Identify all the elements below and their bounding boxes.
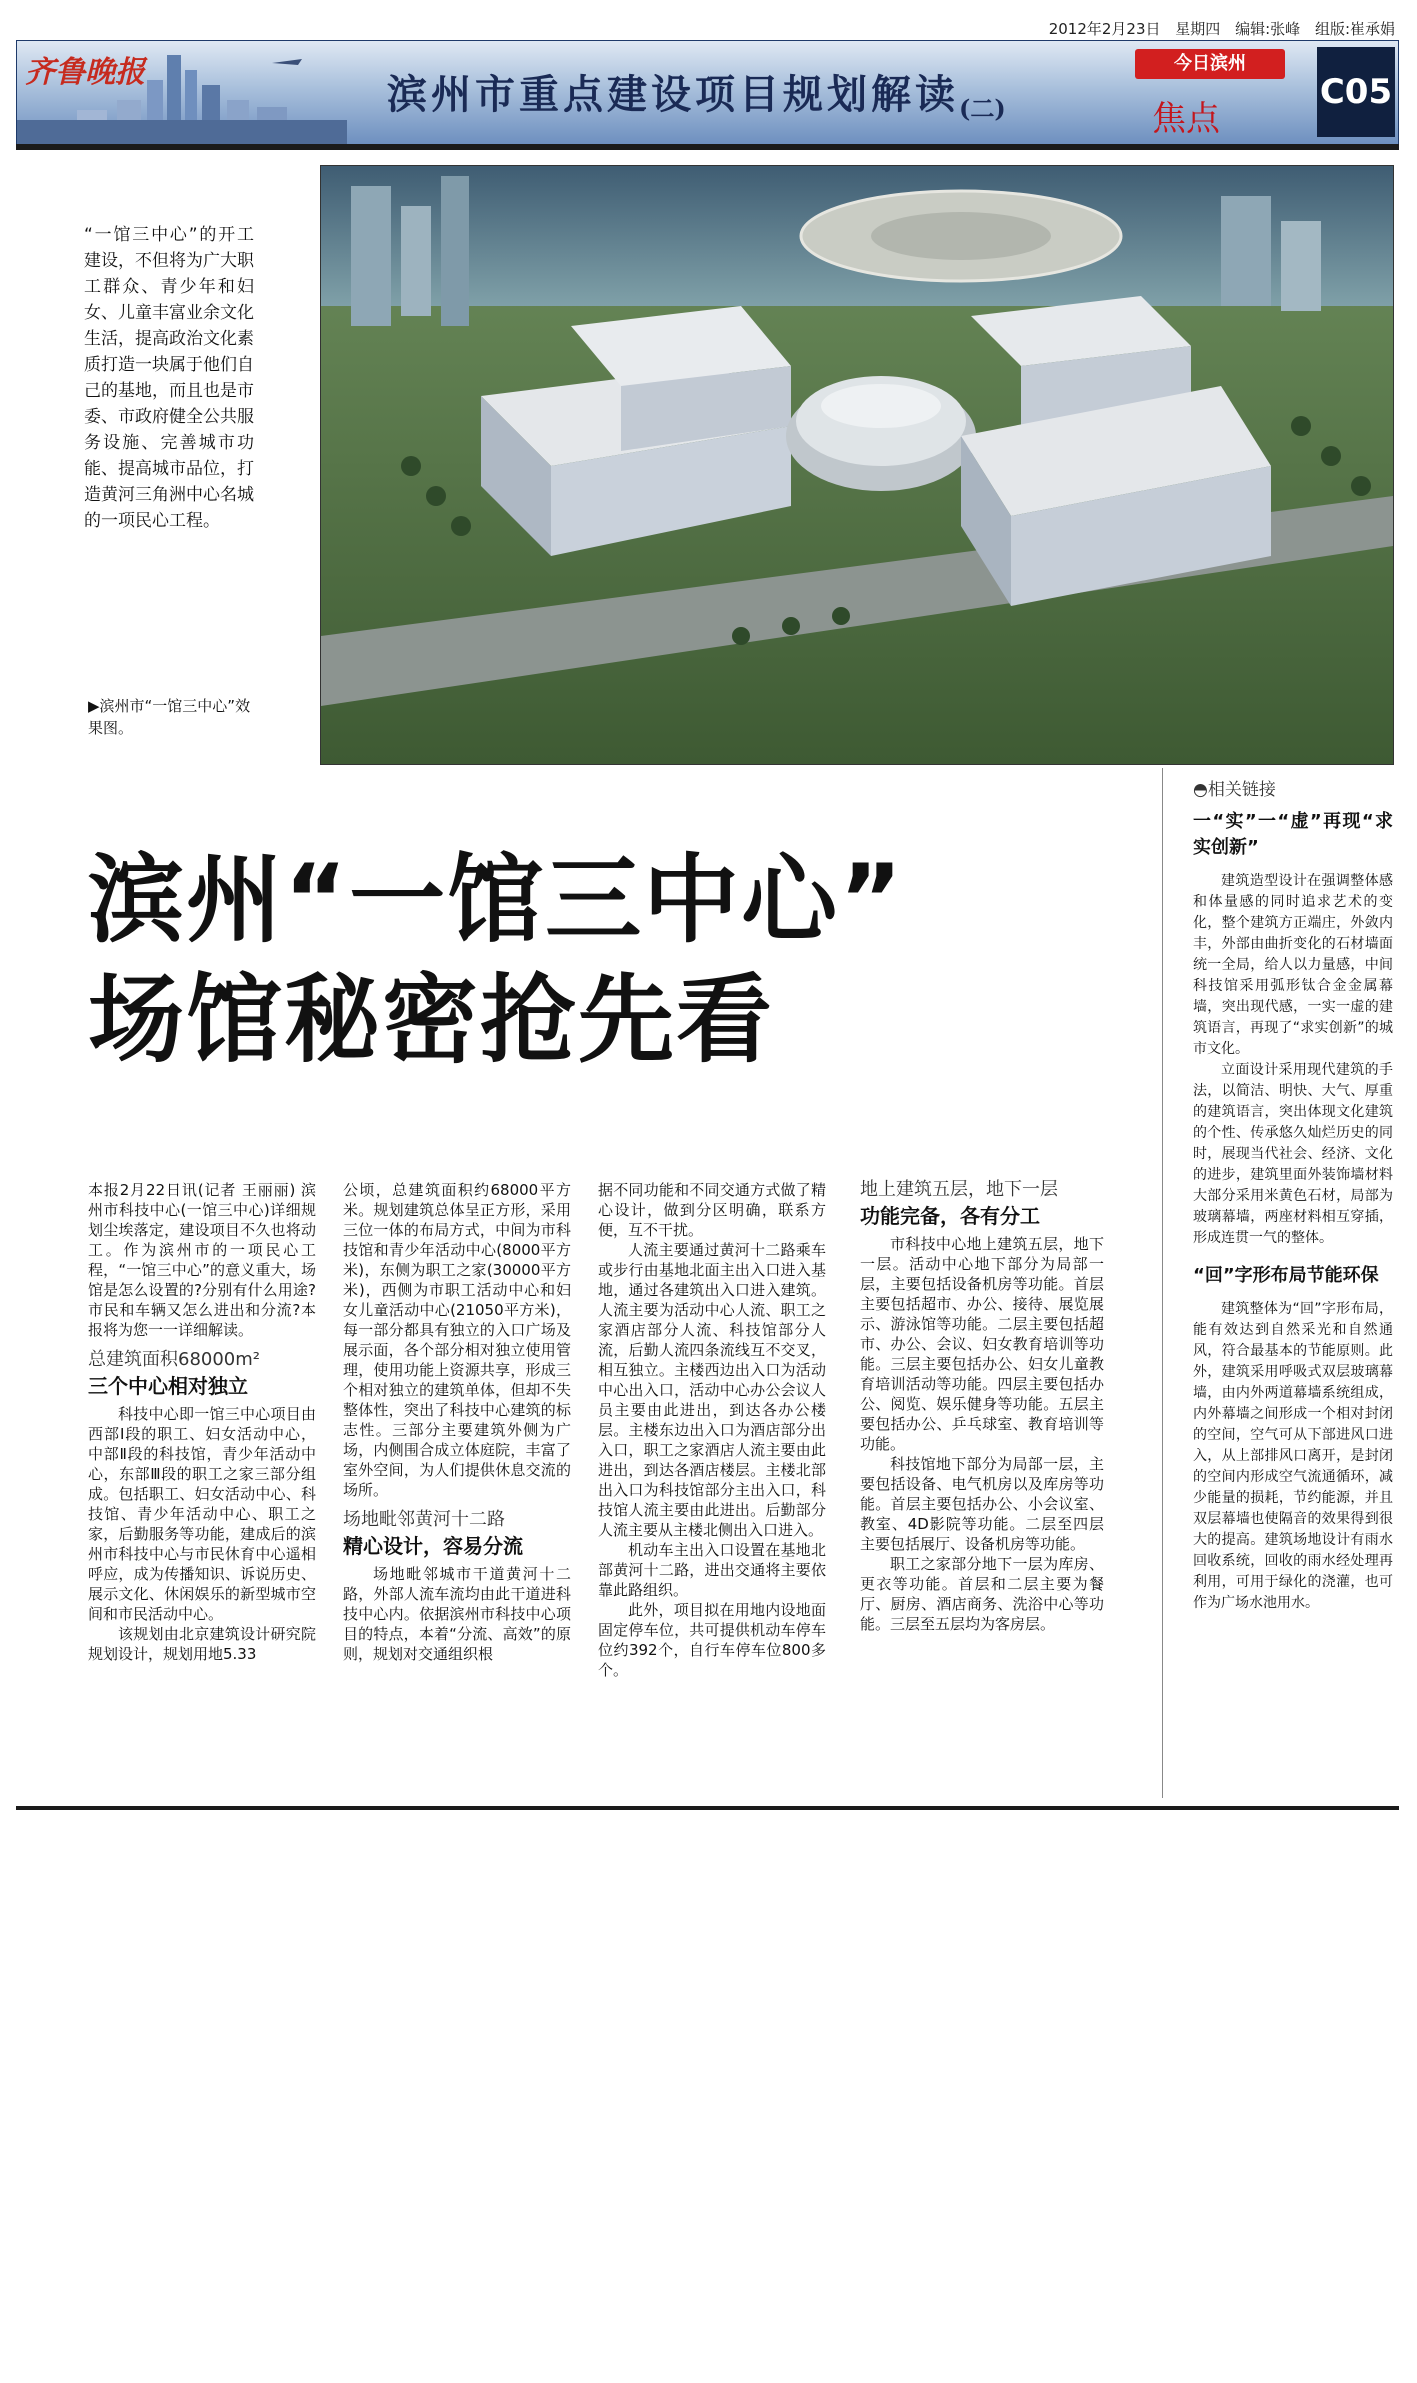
- banner-title-part: (二): [959, 94, 1006, 123]
- paragraph: 机动车主出入口设置在基地北部黄河十二路，进出交通将主要依靠此路组织。: [598, 1541, 826, 1599]
- building-rendering-photo: [320, 165, 1394, 765]
- newspaper-logo: 齐鲁晚报: [25, 55, 145, 90]
- paragraph: 职工之家部分地下一层为库房、更衣等功能。首层和二层主要为餐厅、厨房、酒店商务、洗浴中心等功能。三层至五层均为客房层。: [860, 1555, 1104, 1633]
- banner-rule: [16, 144, 1399, 150]
- sidebar-paragraph: 立面设计采用现代建筑的手法，以简洁、明快、大气、厚重的建筑语言，突出体现文化建筑的个性、传承悠久灿烂历史的同时，展现当代社会、经济、文化的进步，建筑里面外装饰墙材料大部分采用米黄色石材，局部为玻璃幕墙，两座材料相互穿插，形成连贯一气的整体。: [1193, 1062, 1393, 1246]
- section-1-title: 三个中心相对独立: [88, 1374, 248, 1398]
- paragraph: 科技馆地下部分为局部一层，主要包括设备、电气机房以及库房等功能。首层主要包括办公、小会议室、教室、4D影院等功能。二层至四层主要包括展厅、设备机房等功能。: [860, 1455, 1104, 1553]
- paragraph: 市科技中心地上建筑五层，地下一层。活动中心地下部分为局部一层，主要包括设备机房等功能。首层主要包括超市、办公、接待、展览展示、游泳馆等功能。二层主要包括超市、办公、会议、妇女教育培训等功能。三层主要包括办公、妇女儿童教育培训活动等功能。四层主要包括办公、阅览、娱乐健身等功能。五层主要包括办公、乒乓球室、教育培训等功能。: [860, 1235, 1104, 1453]
- section-3-subtitle: 地上建筑五层，地下一层: [860, 1179, 1058, 1200]
- sidebar-heading-1: 一“实”一“虚”再现“求实创新”: [1193, 811, 1393, 858]
- banner-title: [387, 63, 1087, 124]
- paragraph: 人流主要通过黄河十二路乘车或步行由基地北面主出入口进入基地，通过各建筑出入口进入建筑。人流主要为活动中心人流、职工之家酒店部分人流、科技馆部分人流，后勤人流四条流线互不交叉，相互独立。主楼西边出入口为活动中心出入口，活动中心办公会议人员主要由此进出，到达各办公楼层。主楼东边出入口为酒店部分出入口，职工之家酒店人流主要由此进出，到达各酒店楼层。主楼北部出入口为科技馆部分主出入口，科技馆人流主要由此进出。后勤部分人流主要从主楼北侧出入口进入。: [598, 1241, 826, 1539]
- section-3-title: 功能完备，各有分工: [860, 1204, 1040, 1228]
- building-rendering: [321, 166, 1393, 764]
- article-column-4: [860, 1180, 1104, 1634]
- article-lead: 本报2月22日讯(记者 王丽丽) 滨州市科技中心(一馆三中心)详细规划尘埃落定，建设项目不久也将动工。作为滨州市的一项民心工程，“一馆三中心”的意义重大，场馆是怎么设置的?分别有什么用途?市民和车辆又怎么进出和分流?本报将为您一一详细解读。: [88, 1181, 316, 1339]
- issue-editor: 编辑:张峰: [1235, 20, 1301, 38]
- banner-title-text: 滨州市重点建设项目规划解读: [387, 71, 959, 118]
- issue-meta: [1010, 18, 1395, 39]
- issue-weekday: 星期四: [1175, 20, 1221, 38]
- section-2-subtitle: 场地毗邻黄河十二路: [343, 1509, 505, 1530]
- paragraph: 科技中心即一馆三中心项目由西部Ⅰ段的职工、妇女活动中心，中部Ⅱ段的科技馆，青少年活动中心，东部Ⅲ段的职工之家三部分组成。包括职工、妇女活动中心、科技馆、青少年活动中心、职工之家，后勤服务等功能，建成后的滨州市科技中心与市民休育中心遥相呼应，成为传播知识、诉说历史、展示文化、休闲娱乐的新型城市空间和市民活动中心。: [88, 1405, 316, 1623]
- section-focus-label: 焦点: [1152, 99, 1220, 139]
- paragraph: 此外，项目拟在用地内设地面固定停车位，共可提供机动车停车位约392个，自行车停车位800多个。: [598, 1601, 826, 1679]
- page-bottom-rule: [16, 1806, 1399, 1810]
- sidebar-heading-2: “回”字形布局节能环保: [1193, 1265, 1379, 1286]
- page-number: C05: [1317, 47, 1395, 137]
- issue-date: 2012年2月23日: [1048, 20, 1161, 38]
- headline-line-2: 场馆秘密抢先看: [88, 964, 774, 1076]
- article-column-1: [88, 1180, 316, 1664]
- section-2-title: 精心设计，容易分流: [343, 1534, 523, 1558]
- paragraph: 该规划由北京建筑设计研究院规划设计，规划用地5.33: [88, 1625, 316, 1663]
- issue-layout: 组版:崔承娟: [1314, 20, 1395, 38]
- paragraph: 场地毗邻城市干道黄河十二路，外部人流车流均由此干道进科技中心内。依据滨州市科技中心项目的特点，本着“分流、高效”的原则，规划对交通组织根: [343, 1565, 571, 1663]
- paragraph: 公顷，总建筑面积约68000平方米。规划建筑总体呈正方形，采用三位一体的布局方式，中间为市科技馆和青少年活动中心(8000平方米)，东侧为职工之家(30000平方米)，西侧为市职工活动中心和妇女儿童活动中心(21050平方米)，每一部分都具有独立的入口广场及展示面，各个部分相对独立使用管理，使用功能上资源共享，形成三个相对独立的建筑单体，但却不失整体性，突出了科技中心建筑的标志性。三部分主要建筑外侧为广场，内侧围合成立体庭院，丰富了室外空间，为人们提供休息交流的场所。: [343, 1181, 571, 1499]
- headline-line-1: 滨州“一馆三中心”: [88, 844, 905, 956]
- photo-caption: ▶滨州市“一馆三中心”效果图。: [88, 697, 251, 737]
- section-tag: 今日滨州: [1135, 49, 1285, 79]
- sidebar-paragraph: 建筑整体为“回”字形布局，能有效达到自然采光和自然通风，符合最基本的节能原则。此外，建筑采用呼吸式双层玻璃幕墙，由内外两道幕墙系统组成，内外幕墙之间形成一个相对封闭的空间，空气可从下部进风口进入，从上部排风口离开，是封闭的空间内形成空气流通循环，减少能量的损耗，节约能源，并且双层幕墙也使隔音的效果得到很大的提高。建筑场地设计有雨水回收系统，回收的雨水经处理再利用，可用于绿化的浇灌，也可作为广场水池用水。: [1193, 1301, 1393, 1611]
- sidebar-paragraph: 建筑造型设计在强调整体感和体量感的同时追求艺术的变化，整个建筑方正端庄，外敛内丰，外部由曲折变化的石材墙面统一全局，给人以力量感，中间科技馆采用弧形钛合金金属幕墙，突出现代感，一实一虚的建筑语言，再现了“求实创新”的城市文化。: [1193, 873, 1393, 1057]
- related-links-sidebar: [1193, 780, 1393, 1614]
- intro-text: “一馆三中心”的开工建设，不但将为广大职工群众、青少年和妇女、儿童丰富业余文化生活，提高政治文化素质打造一块属于他们自己的基地，而且也是市委、市政府健全公共服务设施、完善城市功能、提高城市品位，打造黄河三角洲中心名城的一项民心工程。: [84, 225, 254, 531]
- related-links-label: ◓相关链接: [1193, 780, 1276, 800]
- sidebar-divider: [1162, 768, 1163, 1798]
- article-headline: [88, 840, 1138, 1080]
- article-column-2: [343, 1180, 571, 1664]
- paragraph: 据不同功能和不同交通方式做了精心设计，做到分区明确，联系方便，互不干扰。: [598, 1181, 826, 1239]
- article-column-3: [598, 1180, 826, 1680]
- section-1-subtitle: 总建筑面积68000m²: [88, 1349, 261, 1370]
- page-banner: [16, 40, 1399, 146]
